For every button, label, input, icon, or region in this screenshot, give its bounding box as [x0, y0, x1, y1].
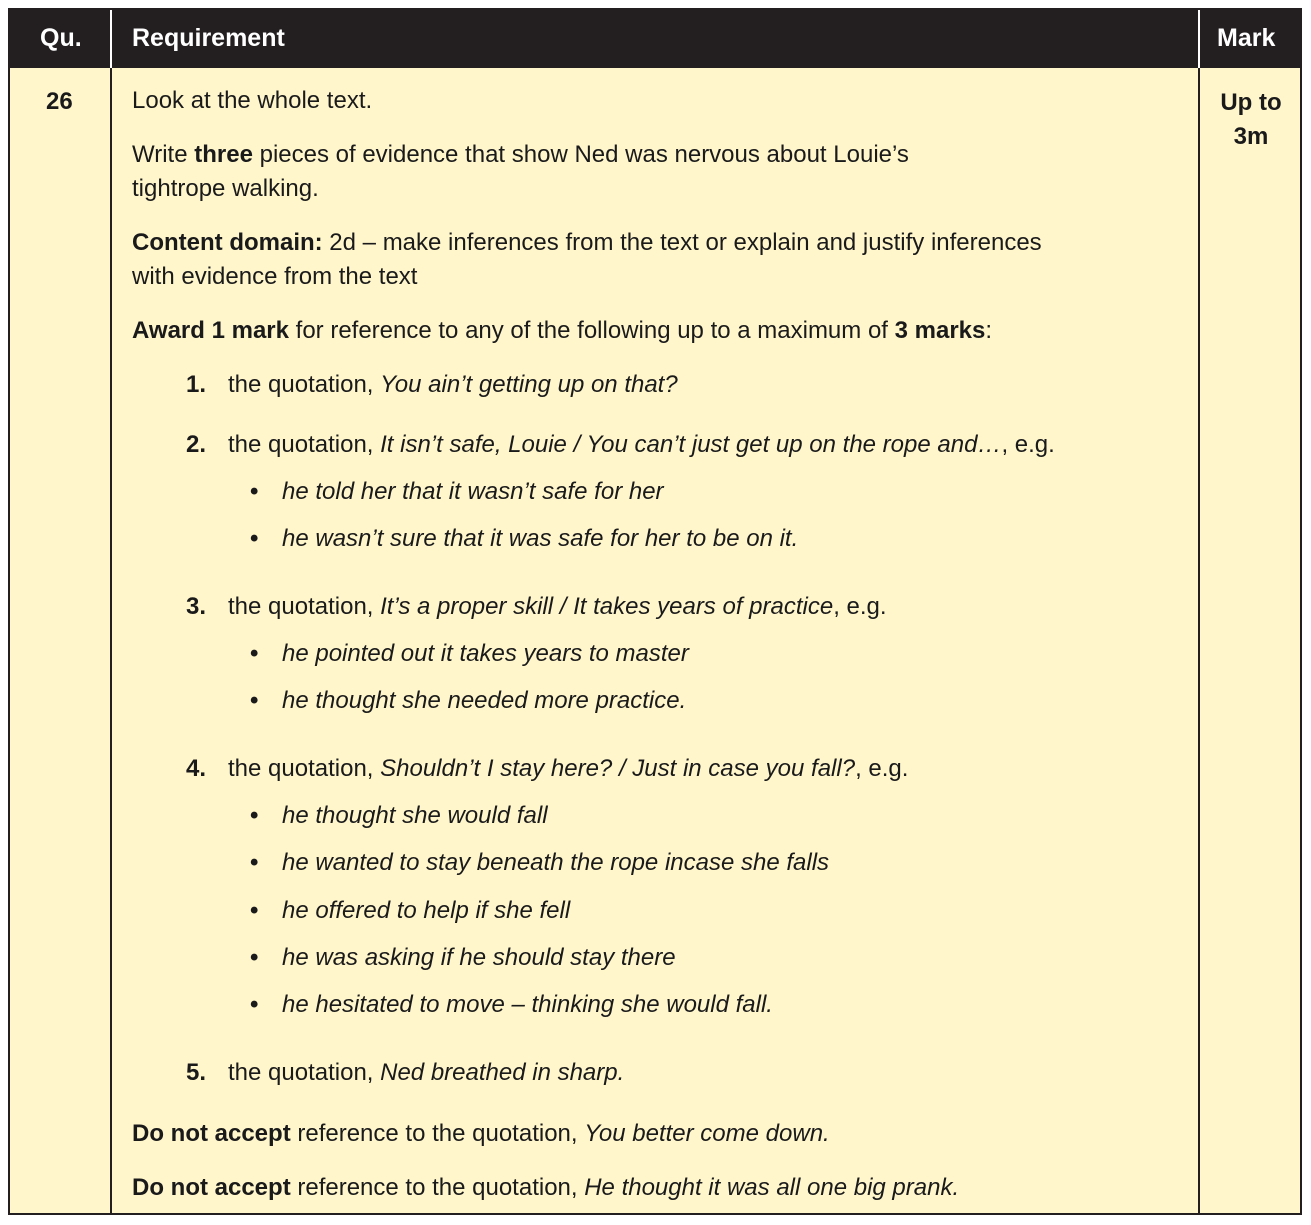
- reject-line-2: Do not accept reference to the quotation, He thought it was all one big prank.: [132, 1174, 960, 1201]
- bullet-text: he was asking if he should stay there: [282, 944, 676, 971]
- bullet-icon: •: [250, 849, 259, 876]
- item-text: the quotation, Shouldn’t I stay here? / Just in case you fall?, e.g.: [228, 755, 909, 782]
- bullet-icon: •: [250, 944, 259, 971]
- bullet-icon: •: [250, 687, 259, 714]
- bullet-text: he wanted to stay beneath the rope incase she falls: [282, 849, 830, 876]
- bullet-text: he offered to help if she fell: [282, 897, 571, 924]
- header-requirement: Requirement: [132, 24, 285, 52]
- bullet-icon: •: [250, 897, 259, 924]
- item-number: 2.: [186, 431, 207, 458]
- reject-line-1: Do not accept reference to the quotation, You better come down.: [132, 1120, 830, 1147]
- item-text: the quotation, It’s a proper skill / It takes years of practice, e.g.: [228, 593, 887, 620]
- task-line-2: tightrope walking.: [132, 175, 319, 202]
- table-header: [10, 10, 1300, 68]
- mark-scheme-table: [8, 8, 1302, 1215]
- task-line-1: Write three pieces of evidence that show Ned was nervous about Louie’s: [132, 141, 909, 168]
- bullet-icon: •: [250, 802, 259, 829]
- item-text: the quotation, It isn’t safe, Louie / You can’t just get up on the rope and…, e.g.: [228, 431, 1055, 458]
- mark-line-2: 3m: [1233, 123, 1269, 150]
- bullet-icon: •: [250, 991, 259, 1018]
- item-text: the quotation, You ain’t getting up on that?: [228, 371, 678, 398]
- bullet-icon: •: [250, 525, 259, 552]
- mark-cell: [1202, 86, 1300, 154]
- bullet-icon: •: [250, 478, 259, 505]
- item-text: the quotation, Ned breathed in sharp.: [228, 1059, 625, 1086]
- bullet-text: he thought she needed more practice.: [282, 687, 687, 714]
- header-divider-1: [110, 10, 112, 68]
- column-divider-2: [1198, 68, 1200, 1213]
- column-divider-1: [110, 68, 112, 1213]
- header-qu: Qu.: [40, 24, 82, 52]
- item-number: 5.: [186, 1059, 207, 1086]
- question-number: 26: [46, 88, 73, 115]
- mark-line-1: Up to: [1220, 89, 1282, 116]
- content-domain-line-2: with evidence from the text: [132, 263, 418, 290]
- bullet-text: he told her that it wasn’t safe for her: [282, 478, 664, 505]
- content-domain-line-1: Content domain: 2d – make inferences from the text or explain and justify inferences: [132, 229, 1042, 256]
- header-mark: Mark: [1217, 24, 1276, 52]
- bullet-icon: •: [250, 640, 259, 667]
- bullet-text: he wasn’t sure that it was safe for her to be on it.: [282, 525, 799, 552]
- bullet-text: he pointed out it takes years to master: [282, 640, 689, 667]
- item-number: 1.: [186, 371, 207, 398]
- item-number: 4.: [186, 755, 207, 782]
- bullet-text: he thought she would fall: [282, 802, 548, 829]
- intro-text: Look at the whole text.: [132, 87, 373, 114]
- bullet-text: he hesitated to move – thinking she would fall.: [282, 991, 773, 1018]
- award-rule: Award 1 mark for reference to any of the following up to a maximum of 3 marks:: [132, 317, 993, 344]
- item-number: 3.: [186, 593, 207, 620]
- header-divider-2: [1198, 10, 1200, 68]
